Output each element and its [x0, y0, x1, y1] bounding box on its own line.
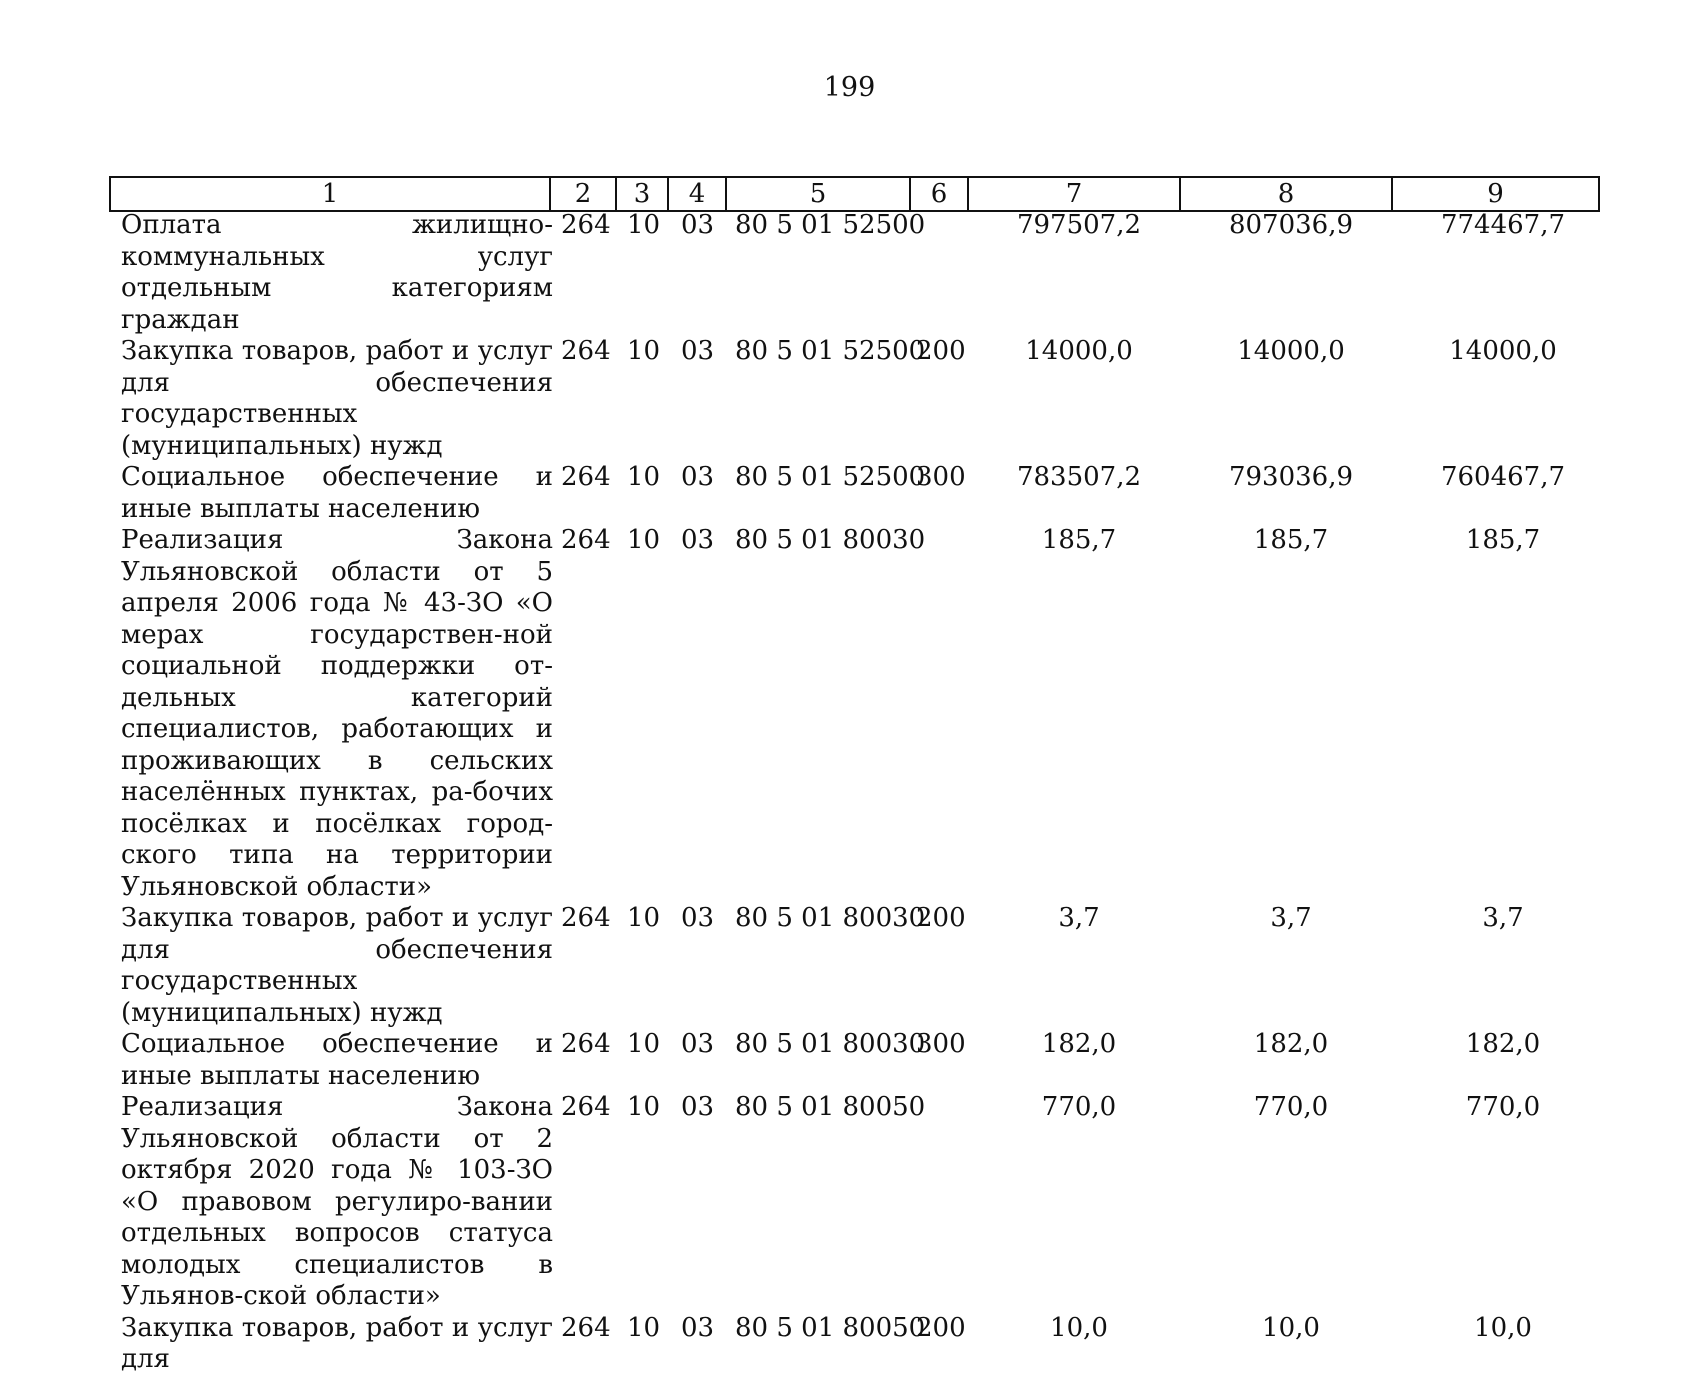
row-description: Закупка товаров, работ и услуг для: [121, 1312, 553, 1374]
row-description: Закупка товаров, работ и услуг для обеспечения государственных (муниципальных) нужд: [121, 903, 553, 1028]
row-amount-col7: 182,0: [1041, 1029, 1117, 1059]
row-description: Реализация Закона Ульяновской области от 5 апреля 2006 года № 43-ЗО «О мерах государствен-ной социальной поддержки от-дельных категорий специалистов, работающих и проживающих в сельских населённых пунктах, ра-бочих посёлках и посёлках город-ского типа на территории Ульяновской области»: [121, 525, 553, 902]
row-amount-col7: 10,0: [1050, 1312, 1108, 1343]
column-header-2: 2: [550, 177, 616, 211]
row-amount-col8: 770,0: [1253, 1092, 1329, 1122]
row-section: 10: [627, 1092, 661, 1122]
row-target-article: 80 5 01 80030: [735, 903, 926, 933]
column-header-8: 8: [1180, 177, 1392, 211]
page-number: 199: [823, 72, 876, 103]
row-ministry-code: 264: [561, 1092, 611, 1122]
row-target-article: 80 5 01 52500: [735, 336, 926, 366]
row-amount-col9: 774467,7: [1440, 210, 1566, 240]
column-header-3: 3: [616, 177, 668, 211]
row-amount-col7: 783507,2: [1016, 462, 1142, 492]
table-row: [109, 1313, 1598, 1376]
row-amount-col7: 3,7: [1058, 903, 1100, 933]
row-target-article: 80 5 01 80050: [735, 1312, 926, 1343]
row-amount-col9: 770,0: [1465, 1092, 1541, 1122]
row-ministry-code: 264: [561, 1312, 611, 1343]
row-ministry-code: 264: [561, 336, 611, 366]
column-header-1: 1: [110, 177, 550, 211]
row-amount-col9: 3,7: [1482, 903, 1524, 933]
row-expense-type: 300: [916, 1029, 966, 1059]
row-subsection: 03: [681, 210, 715, 240]
table-row: [109, 1029, 1598, 1092]
row-expense-type: 200: [916, 1312, 966, 1343]
row-amount-col8: 3,7: [1270, 903, 1312, 933]
row-amount-col8: 10,0: [1262, 1312, 1320, 1343]
row-description: Реализация Закона Ульяновской области от 2 октября 2020 года № 103-ЗО «О правовом регулиро-вании отдельных вопросов статуса молодых специалистов в Ульянов-ской области»: [121, 1092, 553, 1311]
row-ministry-code: 264: [561, 903, 611, 933]
budget-table-body: [109, 210, 1598, 1376]
row-description: Оплата жилищно-коммунальных услуг отдельным категориям граждан: [121, 210, 553, 335]
table-row: [109, 525, 1598, 903]
row-amount-col9: 10,0: [1474, 1312, 1532, 1343]
row-ministry-code: 264: [561, 210, 611, 240]
table-row: [109, 462, 1598, 525]
row-amount-col9: 185,7: [1465, 525, 1541, 555]
column-header-4: 4: [668, 177, 726, 211]
row-section: 10: [627, 1029, 661, 1059]
row-amount-col9: 14000,0: [1449, 336, 1557, 366]
row-amount-col9: 760467,7: [1440, 462, 1566, 492]
row-expense-type: 300: [916, 462, 966, 492]
row-subsection: 03: [681, 903, 715, 933]
row-section: 10: [627, 903, 661, 933]
row-target-article: 80 5 01 52500: [735, 210, 926, 240]
row-amount-col8: 182,0: [1253, 1029, 1329, 1059]
row-section: 10: [627, 525, 661, 555]
column-header-6: 6: [910, 177, 968, 211]
row-description: Социальное обеспечение и иные выплаты населению: [121, 462, 553, 524]
row-section: 10: [627, 462, 661, 492]
row-amount-col8: 14000,0: [1237, 336, 1345, 366]
row-target-article: 80 5 01 80030: [735, 1029, 926, 1059]
table-row: [109, 210, 1598, 336]
row-expense-type: 200: [916, 336, 966, 366]
column-header-row: [109, 176, 1600, 212]
row-amount-col8: 807036,9: [1228, 210, 1354, 240]
row-description: Закупка товаров, работ и услуг для обеспечения государственных (муниципальных) нужд: [121, 336, 553, 461]
row-subsection: 03: [681, 336, 715, 366]
row-ministry-code: 264: [561, 1029, 611, 1059]
row-section: 10: [627, 1312, 661, 1343]
row-amount-col9: 182,0: [1465, 1029, 1541, 1059]
row-section: 10: [627, 336, 661, 366]
row-amount-col7: 770,0: [1041, 1092, 1117, 1122]
table-row: [109, 903, 1598, 1029]
row-subsection: 03: [681, 462, 715, 492]
column-header-5: 5: [726, 177, 910, 211]
row-subsection: 03: [681, 1092, 715, 1122]
row-amount-col7: 14000,0: [1025, 336, 1133, 366]
row-target-article: 80 5 01 80030: [735, 525, 926, 555]
row-expense-type: 200: [916, 903, 966, 933]
column-header-7: 7: [968, 177, 1180, 211]
row-subsection: 03: [681, 1312, 715, 1343]
row-section: 10: [627, 210, 661, 240]
column-header-9: 9: [1392, 177, 1599, 211]
row-description: Социальное обеспечение и иные выплаты населению: [121, 1029, 553, 1091]
row-target-article: 80 5 01 80050: [735, 1092, 926, 1122]
row-target-article: 80 5 01 52500: [735, 462, 926, 492]
table-row: [109, 1092, 1598, 1313]
row-amount-col8: 793036,9: [1228, 462, 1354, 492]
row-subsection: 03: [681, 1029, 715, 1059]
row-subsection: 03: [681, 525, 715, 555]
row-amount-col7: 797507,2: [1016, 210, 1142, 240]
table-row: [109, 336, 1598, 462]
row-ministry-code: 264: [561, 525, 611, 555]
row-ministry-code: 264: [561, 462, 611, 492]
row-amount-col7: 185,7: [1041, 525, 1117, 555]
row-amount-col8: 185,7: [1253, 525, 1329, 555]
